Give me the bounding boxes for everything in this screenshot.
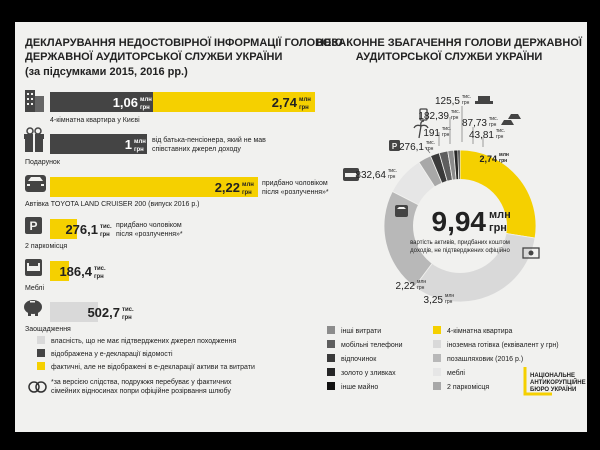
row-furniture (25, 259, 106, 292)
slice-label-other-property (469, 128, 505, 141)
row-apartment (25, 90, 315, 124)
parking-icon (25, 217, 42, 234)
svg-text:грн: грн (499, 158, 508, 164)
svg-text:182,39: 182,39 (418, 111, 449, 122)
svg-text:87,73: 87,73 (461, 118, 487, 129)
gift-bar-unit-bottom: грн (134, 147, 144, 153)
car-note-line2: після «розлучення»* (262, 189, 329, 196)
savings-bar-unit-bottom: грн (122, 315, 132, 321)
legend-text-parking: 2 паркомісця (447, 384, 490, 391)
left-title-line2: ДЕРЖАВНОЇ АУДИТОРСЬКОЇ СЛУЖБИ УКРАЇНИ (25, 51, 283, 63)
rings-icon (29, 382, 46, 392)
legend-swatch-other-property (327, 382, 335, 390)
car-bar-value: 2,22 (214, 180, 240, 195)
bar-gift-declared (50, 134, 147, 154)
legend-swatch-unverified (37, 336, 45, 344)
furniture-bar-unit-top: тис. (94, 266, 106, 272)
gift-note-line2: співставних джерел доходу (152, 146, 241, 153)
gold-bars-icon (501, 114, 521, 125)
svg-text:грн: грн (417, 285, 425, 291)
slice-label-suv (396, 279, 427, 292)
legend-swatch-declared (37, 349, 45, 357)
parking-bar-unit-bottom: грн (100, 232, 110, 238)
svg-text:грн: грн (445, 299, 453, 305)
svg-text:276,1: 276,1 (398, 142, 424, 153)
gift-bar-unit-top: млн (134, 139, 146, 145)
footnote-line2: сімейних відносинах попри офіційне розірвання шлюбу (51, 388, 231, 395)
legend-text-foreign-cash: іноземна готівка (еквівалент у грн) (447, 342, 559, 349)
svg-text:тис.: тис. (489, 116, 498, 122)
car-note-line1: придбано чоловіком (262, 180, 328, 187)
svg-text:грн: грн (496, 134, 504, 140)
savings-bar-unit-top: тис. (122, 307, 134, 313)
legend-swatch-phones (327, 340, 335, 348)
apartment-bar-unit-top: млн (140, 97, 152, 103)
svg-text:125,5: 125,5 (434, 96, 460, 107)
sofa-icon (25, 259, 42, 276)
slice-label-gold (462, 114, 521, 129)
gift-label: Подарунок (25, 159, 60, 166)
svg-text:191: 191 (423, 128, 440, 139)
infographic-canvas (15, 22, 587, 432)
parking-note-line2: після «розлучення»* (116, 231, 183, 238)
car-icon (395, 205, 408, 217)
donut-center-value: 9,94 (431, 206, 486, 237)
right-title-line1: НЕЗАКОННЕ ЗБАГАЧЕННЯ ГОЛОВИ ДЕРЖАВНОЇ (316, 37, 582, 49)
svg-text:грн: грн (426, 146, 434, 152)
legend-text-actual: фактичні, але не відображені в е-декларації активи та витрати (51, 364, 255, 371)
svg-text:грн: грн (489, 122, 497, 128)
svg-text:2,74: 2,74 (479, 154, 497, 164)
legend-swatch-actual (37, 362, 45, 370)
car-bar-unit-bottom: грн (242, 190, 252, 196)
legend-swatch-furniture (433, 368, 441, 376)
savings-bar-value: 502,7 (87, 305, 120, 320)
slice-label-foreign-cash (424, 293, 455, 306)
svg-text:3,25: 3,25 (423, 295, 443, 306)
svg-text:тис.: тис. (442, 126, 451, 132)
svg-text:тис.: тис. (388, 168, 397, 174)
legend-text-furniture: меблі (447, 370, 465, 377)
gift-bar-value: 1 (124, 137, 132, 152)
building-icon (25, 90, 44, 112)
gift-note-line1: від батька-пенсіонера, який не мав (152, 137, 266, 144)
legend-swatch-suv (433, 354, 441, 362)
svg-text:тис.: тис. (496, 128, 505, 134)
legend-swatch-apartment (433, 326, 441, 334)
donut-caption-line2: доходів, не підтверджених офіційно (410, 248, 510, 254)
row-car (25, 175, 329, 208)
slice-label-other-expenses (435, 94, 493, 107)
nabu-logo-line3: БЮРО УКРАЇНИ (530, 387, 577, 393)
furniture-bar-unit-bottom: грн (94, 274, 104, 280)
svg-text:млн: млн (417, 279, 427, 285)
svg-text:2,22: 2,22 (395, 281, 415, 292)
svg-text:43,81: 43,81 (468, 130, 494, 141)
left-subtitle: (за підсумками 2015, 2016 рр.) (25, 66, 188, 78)
furniture-label: Меблі (25, 285, 45, 292)
apartment-label: 4-кімнатна квартира у Києві (50, 117, 140, 124)
piggy-bank-icon (24, 300, 42, 316)
svg-text:тис.: тис. (462, 94, 471, 100)
legend-swatch-gold (327, 368, 335, 376)
parking-note-line1: придбано чоловіком (116, 222, 182, 229)
nabu-logo-line1: НАЦІОНАЛЬНЕ (530, 373, 575, 379)
legend-text-vacation: відпочинок (341, 356, 377, 363)
legend-text-other-property: інше майно (341, 384, 379, 391)
parking-bar-value: 276,1 (65, 222, 98, 237)
nabu-logo-line2: АНТИКОРУПЦІЙНЕ (530, 380, 586, 386)
svg-text:P: P (29, 219, 38, 233)
svg-text:тис.: тис. (426, 140, 435, 146)
legend-text-apartment: 4-кімнатна квартира (447, 328, 513, 335)
svg-text:грн: грн (388, 174, 396, 180)
legend-swatch-parking (433, 382, 441, 390)
savings-label: Заощадження (25, 326, 71, 333)
legend-text-suv: позашляховик (2016 р.) (447, 356, 524, 363)
coins-icon (475, 96, 493, 104)
legend-text-declared: відображена у е-декларації відомості (51, 351, 173, 358)
parking-bar-unit-top: тис. (100, 224, 112, 230)
left-legend (37, 336, 255, 371)
donut-caption-line1: вартість активів, придбаних коштом (410, 240, 510, 246)
legend-swatch-vacation (327, 354, 335, 362)
row-savings (24, 300, 134, 333)
legend-text-phones: мобільні телефони (341, 342, 403, 349)
legend-text-gold: золото у зливках (341, 370, 396, 377)
slice-label-phones (418, 109, 460, 122)
legend-text-other-expenses: інші витрати (341, 328, 382, 335)
right-title-line2: АУДИТОРСЬКОЇ СЛУЖБИ УКРАЇНИ (355, 51, 543, 63)
svg-text:P: P (391, 142, 398, 151)
nabu-logo (525, 367, 586, 394)
slice-label-parking (389, 140, 435, 153)
svg-text:грн: грн (451, 115, 459, 121)
car-bar-unit-top: млн (242, 182, 254, 188)
legend-text-unverified: власність, що не має підтверджених джерел походження (51, 338, 237, 345)
apartment-bar-unit-bottom: грн (140, 105, 150, 111)
car-label: Автівка TOYOTA LAND CRUISER 200 (випуск 2016 р.) (25, 201, 200, 208)
donut-center-unit-top: млн (489, 209, 511, 221)
apartment-total-value: 2,74 (271, 95, 297, 110)
slice-label-apartment (479, 152, 508, 164)
apartment-bar-value: 1,06 (112, 95, 138, 110)
car-icon (25, 175, 46, 192)
apartment-total-unit-top: млн (299, 97, 311, 103)
row-gift (24, 128, 266, 166)
row-parking (25, 217, 183, 250)
gift-icon (24, 128, 44, 152)
footnote-line1: *за версією слідства, подружжя перебуває у фактичних (51, 379, 232, 386)
donut-center-unit-bottom: грн (489, 222, 507, 234)
svg-text:грн: грн (462, 100, 470, 106)
parking-label: 2 паркомісця (25, 243, 68, 250)
slice-label-furniture (343, 168, 397, 181)
slice-label-vacation (414, 121, 451, 139)
svg-text:млн: млн (445, 293, 455, 299)
legend-swatch-foreign-cash (433, 340, 441, 348)
svg-text:тис.: тис. (451, 109, 460, 115)
svg-text:832,64: 832,64 (355, 170, 386, 181)
svg-text:млн: млн (499, 152, 509, 158)
infographic (15, 22, 587, 432)
furniture-bar-value: 186,4 (59, 264, 92, 279)
left-title-line1: ДЕКЛАРУВАННЯ НЕДОСТОВІРНОЇ ІНФОРМАЦІЇ ГОЛОВОЮ (25, 37, 343, 49)
apartment-total-unit-bottom: грн (299, 105, 309, 111)
svg-text:грн: грн (442, 132, 450, 138)
legend-swatch-other-expenses (327, 326, 335, 334)
